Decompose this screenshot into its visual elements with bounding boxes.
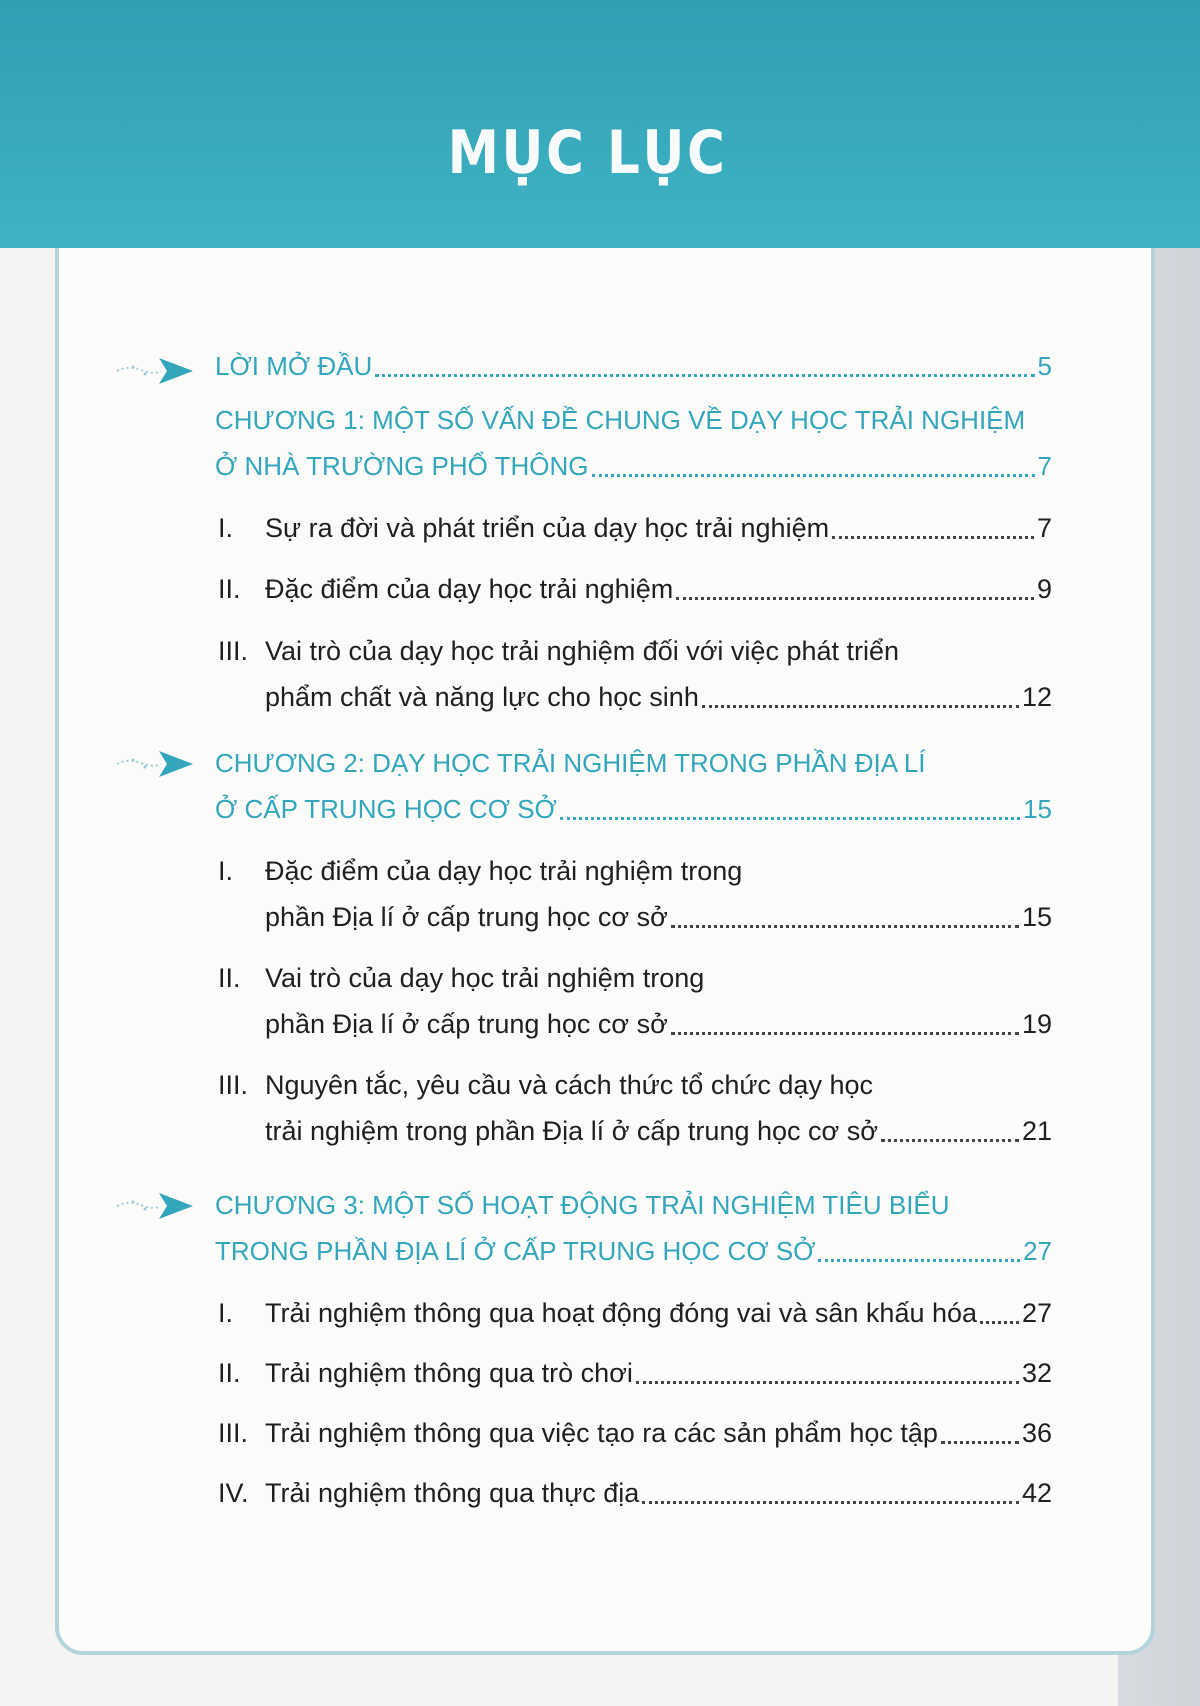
entry-title: phần Địa lí ở cấp trung học cơ sở — [265, 1009, 668, 1039]
toc-line — [265, 674, 1052, 720]
toc-line — [215, 786, 1052, 832]
toc-line — [215, 343, 1052, 389]
page-number: 42 — [1021, 1478, 1052, 1508]
section-numeral: I. — [218, 856, 234, 886]
toc-line — [265, 1062, 1052, 1108]
page-number: 36 — [1021, 1418, 1052, 1448]
page-number: 32 — [1021, 1358, 1052, 1388]
section-numeral: II. — [218, 1358, 241, 1388]
section-numeral: III. — [218, 636, 249, 666]
toc-line — [265, 1410, 1052, 1456]
entry-title: CHƯƠNG 2: DẠY HỌC TRẢI NGHIỆM TRONG PHẦN ĐỊA LÍ — [215, 748, 926, 778]
toc-line — [215, 443, 1052, 489]
dot-leader — [671, 925, 1019, 928]
toc-line — [265, 1108, 1052, 1154]
page-number: 12 — [1021, 682, 1052, 712]
page-number: 19 — [1021, 1009, 1052, 1039]
dot-leader — [818, 1259, 1020, 1262]
page-number: 7 — [1037, 451, 1052, 481]
toc-line — [265, 566, 1052, 612]
dot-leader — [832, 536, 1034, 539]
dot-leader — [560, 817, 1020, 820]
toc-line — [265, 1290, 1052, 1336]
entry-title: CHƯƠNG 3: MỘT SỐ HOẠT ĐỘNG TRẢI NGHIỆM TIÊU BIỂU — [215, 1190, 950, 1220]
toc-line — [265, 894, 1052, 940]
section-numeral: I. — [218, 1298, 234, 1328]
toc-line — [265, 955, 1052, 1001]
entry-title: Sự ra đời và phát triển của dạy học trải nghiệm — [265, 513, 830, 543]
page-number: 27 — [1021, 1298, 1052, 1328]
entry-title: Nguyên tắc, yêu cầu và cách thức tổ chức dạy học — [265, 1070, 873, 1100]
dot-leader — [592, 474, 1035, 477]
section-numeral: II. — [218, 574, 241, 604]
arrow-icon — [115, 354, 195, 388]
dot-leader — [980, 1321, 1019, 1324]
entry-title: trải nghiệm trong phần Địa lí ở cấp trung học cơ sở — [265, 1116, 878, 1146]
toc-line — [265, 848, 1052, 894]
toc-line — [265, 1001, 1052, 1047]
section-numeral: II. — [218, 963, 241, 993]
entry-title: CHƯƠNG 1: MỘT SỐ VẤN ĐỀ CHUNG VỀ DẠY HỌC TRẢI NGHIỆM — [215, 405, 1026, 435]
section-numeral: I. — [218, 513, 234, 543]
toc-line — [265, 628, 1052, 674]
arrow-icon — [115, 1189, 195, 1223]
entry-title: Đặc điểm của dạy học trải nghiệm — [265, 574, 674, 604]
dot-leader — [375, 374, 1034, 377]
entry-title: Ở CẤP TRUNG HỌC CƠ SỞ — [215, 794, 557, 824]
toc-line — [265, 1350, 1052, 1396]
toc-line — [215, 1182, 1052, 1228]
entry-title: Vai trò của dạy học trải nghiệm trong — [265, 963, 705, 993]
section-numeral: IV. — [218, 1478, 249, 1508]
toc-line — [215, 740, 1052, 786]
entry-title: Trải nghiệm thông qua hoạt động đóng vai và sân khấu hóa — [265, 1298, 978, 1328]
dot-leader — [881, 1139, 1019, 1142]
arrow-icon — [115, 747, 195, 781]
page-number: 15 — [1023, 794, 1052, 824]
dot-leader — [702, 705, 1019, 708]
section-numeral: III. — [218, 1418, 249, 1448]
entry-title: Ở NHÀ TRƯỜNG PHỔ THÔNG — [215, 451, 589, 481]
page-number: 5 — [1037, 351, 1052, 381]
dot-leader — [941, 1441, 1019, 1444]
toc-line — [265, 1470, 1052, 1516]
entry-title: phần Địa lí ở cấp trung học cơ sở — [265, 902, 668, 932]
entry-title: phẩm chất và năng lực cho học sinh — [265, 682, 699, 712]
page-number: 7 — [1036, 513, 1052, 543]
page-title: MỤC LỤC — [447, 118, 728, 188]
entry-title: LỜI MỞ ĐẦU — [215, 351, 373, 381]
toc-line — [215, 397, 1052, 443]
entry-title: Trải nghiệm thông qua thực địa — [265, 1478, 640, 1508]
section-numeral: III. — [218, 1070, 249, 1100]
dot-leader — [636, 1381, 1019, 1384]
entry-title: Trải nghiệm thông qua việc tạo ra các sản phẩm học tập — [265, 1418, 938, 1448]
entry-title: Trải nghiệm thông qua trò chơi — [265, 1358, 633, 1388]
dot-leader — [676, 597, 1034, 600]
toc-line — [265, 505, 1052, 551]
page-number: 15 — [1021, 902, 1052, 932]
toc-line — [215, 1228, 1052, 1274]
page-number: 27 — [1023, 1236, 1052, 1266]
entry-title: TRONG PHẦN ĐỊA LÍ Ở CẤP TRUNG HỌC CƠ SỞ — [215, 1236, 816, 1266]
page-number: 21 — [1021, 1116, 1052, 1146]
entry-title: Vai trò của dạy học trải nghiệm đối với việc phát triển — [265, 636, 900, 666]
dot-leader — [671, 1032, 1019, 1035]
entry-title: Đặc điểm của dạy học trải nghiệm trong — [265, 856, 743, 886]
page-number: 9 — [1036, 574, 1052, 604]
dot-leader — [642, 1501, 1019, 1504]
